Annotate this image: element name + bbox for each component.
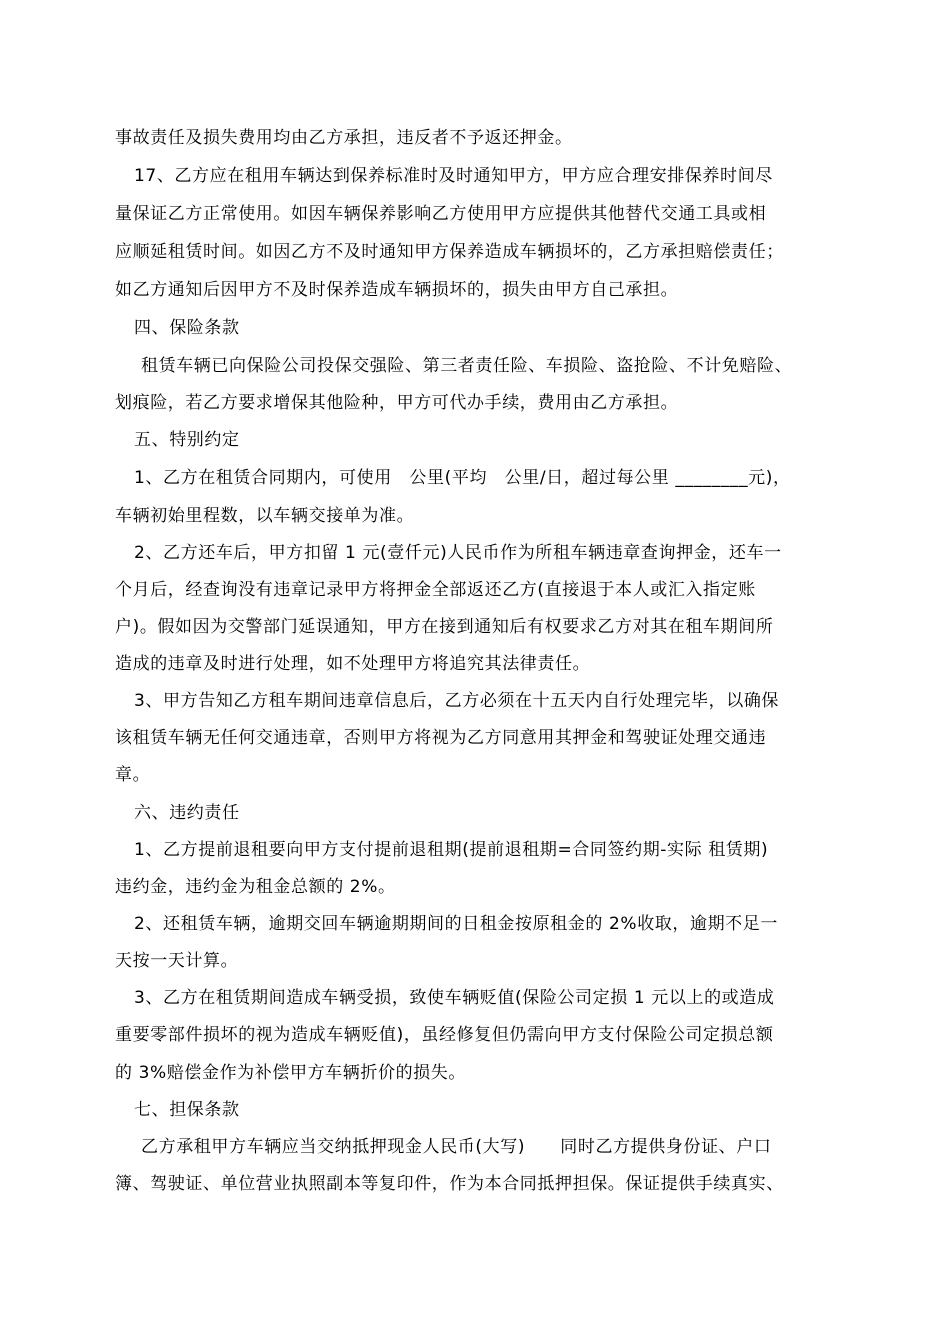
text-line: 1、乙方在租赁合同期内，可使用 公里(平均 公里/日，超过每公里 ________元)， bbox=[134, 468, 791, 488]
text-line: 乙方承租甲方车辆应当交纳抵押现金人民币(大写) 同时乙方提供身份证、户口 bbox=[141, 1137, 772, 1157]
text-line: 簿、驾驶证、单位营业执照副本等复印件，作为本合同抵押担保。保证提供手续真实、 bbox=[115, 1174, 784, 1194]
text-line: 划痕险，若乙方要求增保其他险种，甲方可代办手续，费用由乙方承担。 bbox=[115, 393, 679, 413]
text-line: 3、乙方在租赁期间造成车辆受损，致使车辆贬值(保险公司定损 1 元以上的或造成 bbox=[134, 988, 775, 1008]
section-heading-guarantee: 七、担保条款 bbox=[134, 1100, 240, 1120]
section-heading-special-terms: 五、特别约定 bbox=[134, 430, 240, 450]
text-line: 该租赁车辆无任何交通违章，否则甲方将视为乙方同意用其押金和驾驶证处理交通违 bbox=[115, 728, 767, 748]
text-line: 天按一天计算。 bbox=[115, 951, 239, 971]
text-line: 1、乙方提前退租要向甲方支付提前退租期(提前退租期=合同签约期-实际 租赁期) bbox=[134, 840, 769, 860]
text-line: 应顺延租赁时间。如因乙方不及时通知甲方保养造成车辆损坏的，乙方承担赔偿责任； bbox=[115, 242, 784, 262]
clause-17-line: 17、乙方应在租用车辆达到保养标准时及时通知甲方，甲方应合理安排保养时间尽 bbox=[134, 166, 773, 186]
text-line: 量保证乙方正常使用。如因车辆保养影响乙方使用甲方应提供其他替代交通工具或相 bbox=[115, 204, 767, 224]
section-heading-liability: 六、违约责任 bbox=[134, 803, 240, 823]
text-line: 违约金，违约金为租金总额的 2%。 bbox=[115, 877, 396, 897]
text-line: 如乙方通知后因甲方不及时保养造成车辆损坏的，损失由甲方自己承担。 bbox=[115, 280, 679, 300]
text-line: 造成的违章及时进行处理，如不处理甲方将追究其法律责任。 bbox=[115, 654, 591, 674]
text-line: 租赁车辆已向保险公司投保交强险、第三者责任险、车损险、盗抢险、不计免赔险、 bbox=[141, 356, 793, 376]
text-line: 2、乙方还车后，甲方扣留 1 元(壹仟元)人民币作为所租车辆违章查询押金，还车一 bbox=[134, 543, 782, 563]
section-heading-insurance: 四、保险条款 bbox=[134, 318, 240, 338]
text-line: 的 3%赔偿金作为补偿甲方车辆折价的损失。 bbox=[115, 1063, 466, 1083]
text-line: 户)。假如因为交警部门延误通知，甲方在接到通知后有权要求乙方对其在租车期间所 bbox=[115, 617, 774, 637]
text-line: 事故责任及损失费用均由乙方承担，违反者不予返还押金。 bbox=[115, 128, 573, 148]
text-line: 个月后，经查询没有违章记录甲方将押金全部返还乙方(直接退于本人或汇入指定账 bbox=[115, 580, 756, 600]
text-line: 2、还租赁车辆，逾期交回车辆逾期期间的日租金按原租金的 2%收取，逾期不足一 bbox=[134, 914, 778, 934]
text-line: 章。 bbox=[115, 765, 151, 785]
text-line: 车辆初始里程数，以车辆交接单为准。 bbox=[115, 506, 415, 526]
text-line: 重要零部件损坏的视为造成车辆贬值)，虽经修复但仍需向甲方支付保险公司定损总额 bbox=[115, 1025, 774, 1045]
text-line: 3、甲方告知乙方租车期间违章信息后，乙方必须在十五天内自行处理完毕，以确保 bbox=[134, 691, 780, 711]
